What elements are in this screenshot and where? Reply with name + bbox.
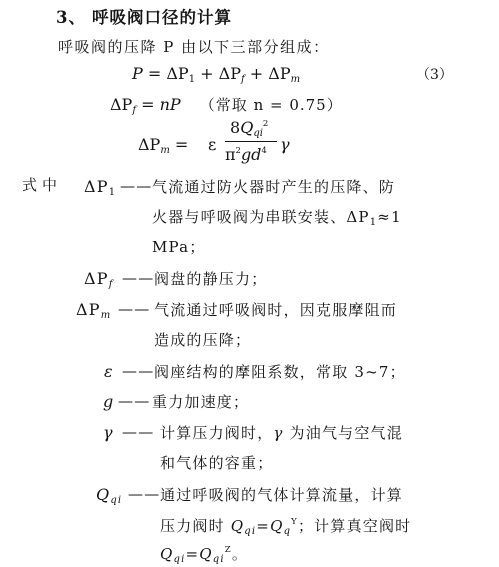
equation-static-pressure: $\Delta P_f$ = nP （常取 n = 0.75） <box>110 95 343 116</box>
def-text-gamma-line1: 计算压力阀时，γ 为油气与空气混 <box>160 424 403 442</box>
def-text-qqi-line1: 通过呼吸阀的气体计算流量，计算 <box>160 486 404 504</box>
def-dash: —— <box>118 392 151 410</box>
def-dash: —— <box>122 269 155 287</box>
def-dash: —— <box>128 485 161 503</box>
def-symbol-g: g <box>103 392 115 411</box>
def-text-dpf: 阀盘的静压力； <box>154 270 268 288</box>
section-number: 3、 <box>56 8 86 27</box>
equation-total-pressure-drop: $P = \Delta P_1 + \Delta P_f + \Delta P_m$ <box>132 64 301 85</box>
def-text-dp1-line2: 火器与呼吸阀为串联安装、$\Delta P_1\approx 1$ <box>152 208 402 228</box>
def-text-qqi-line3: $Q_{qi}=Q_{qi}^Z$。 <box>160 545 249 565</box>
def-text-dp1-line1: 气流通过防火器时产生的压降、防 <box>152 178 396 196</box>
def-text-dpm-line1: 气流通过呼吸阀时，因克服摩阻而 <box>154 301 398 319</box>
def-text-qqi-line2: 压力阀时 $Q_{qi}=Q_q^Y$；计算真空阀时 <box>160 517 412 537</box>
def-text-dp1-line3: MPa； <box>152 238 206 256</box>
fraction-bar <box>225 141 277 142</box>
def-symbol-gamma: γ <box>103 423 114 442</box>
def-text-epsilon: 阀座结构的摩阻系数，常取 3~7； <box>154 363 406 381</box>
equation-note: （常取 n = 0.75） <box>199 96 343 114</box>
def-symbol-qqi: $Q_{qi}$ <box>96 485 123 506</box>
document-page: 3、 呼吸阀口径的计算 呼吸阀的压降 P 由以下三部分组成： $P = \Delta P_1 + \Delta P_f + \Delta P_m$ （3） $\Delta P_f$ = nP （常取 n = 0.75） $\Delta P_m$ = ε $8Q_{qi}^2$ $\pi^2gd^4$ γ 式中 $\Delta P_1$ —— 气流通过防火器时产生的压降、防 火器与呼吸阀为串联安装、$\Delta P_1\approx 1$ MPa； $\Delta P_f$ —— 阀盘的静压力； $\Delta P_m$ —— 气流通过呼吸阀时，因克服摩阻而 造成的压降； ε —— 阀座结构的摩阻系数，常取 3~7； g —— 重力加速度； γ —— 计算压力阀时，γ 为油气与空气混 和气体的容重； $Q_{qi}$ —— 通过呼吸阀的气体计算流量，计算 压力阀时 $Q_{qi}=Q_q^Y$；计算真空阀时 $Q_{qi}=Q_{qi}^Z$。 <box>22 8 453 565</box>
section-title: 呼吸阀口径的计算 <box>92 8 232 27</box>
def-dash: —— <box>118 300 151 318</box>
def-symbol-dpf: $\Delta P_f$ <box>84 269 114 290</box>
def-dash: —— <box>120 177 153 195</box>
definitions-lead: 式中 <box>22 176 63 194</box>
intro-sentence: 呼吸阀的压降 P 由以下三部分组成： <box>58 38 330 56</box>
def-dash: —— <box>122 423 155 441</box>
def-symbol-dp1: $\Delta P_1$ <box>84 177 117 198</box>
fraction-numerator: $8Q_{qi}^2$ <box>230 118 269 139</box>
def-dash: —— <box>122 362 155 380</box>
section-heading <box>56 10 232 27</box>
fraction-denominator: $\pi^2gd^4$ <box>225 145 267 164</box>
def-text-dpm-line2: 造成的压降； <box>154 331 252 349</box>
equation-number: （3） <box>416 67 453 83</box>
def-symbol-epsilon: ε <box>104 362 114 381</box>
def-text-g: 重力加速度； <box>152 393 250 411</box>
def-text-gamma-line2: 和气体的容重； <box>160 454 274 472</box>
def-symbol-dpm: $\Delta P_m$ <box>76 300 112 321</box>
